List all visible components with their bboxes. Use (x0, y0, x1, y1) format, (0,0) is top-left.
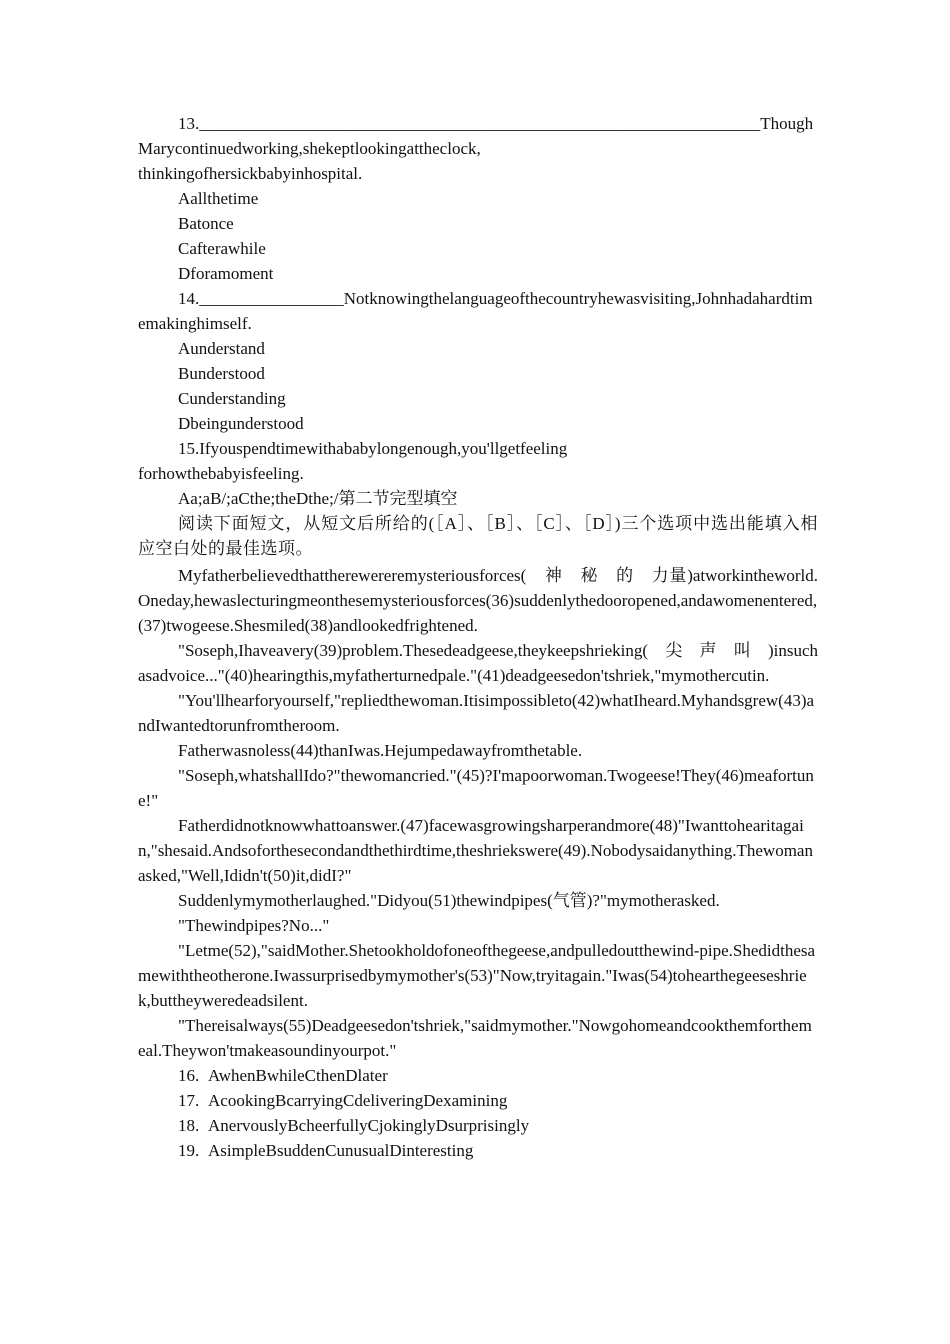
question-19-options: AsimpleBsuddenCunusualDinteresting (208, 1141, 474, 1160)
document-page (138, 111, 818, 1163)
passage-paragraph-10: "Thereisalways(55)Deadgeesedon'tshriek,"saidmymother."Nowgohomeandcookthemforthemeal.Theywon'tmakeasoundinyourpot." (138, 1016, 812, 1060)
question-18-number: 18. (178, 1116, 200, 1135)
passage-paragraph-9: "Letme(52),"saidMother.Shetookholdofoneofthegeese,andpulledoutthewind-pipe.Shedidthesamewiththeotherone.Iwassurprisedbymymother's(53)"Now,tryitagain."Iwas(54)tohearthegeeseshriek,buttheyweredeadsilent. (138, 941, 816, 1010)
question-15-options: Aa;aB/;aCthe;theDthe;/第二节完型填空 (178, 489, 458, 508)
section-instruction: 阅读下面短文，从短文后所给的(［A］、［B］、［C］、［D］)三个选项中选出能填入相应空白处的最佳选项。 (138, 514, 818, 558)
question-13-option-a: Aallthetime (178, 189, 259, 208)
question-19 (138, 1138, 818, 1163)
passage-paragraph-5: "Soseph,whatshallIdo?"thewomancried."(45)?I'mapoorwoman.Twogeese!They(46)meafortune!" (138, 766, 814, 810)
passage-paragraph-6: Fatherdidnotknowwhattoanswer.(47)facewasgrowingsharperandmore(48)"Iwanttohearitagain,"shesaid.Andsoforthesecondandthethirdtime,theshriekswere(49).Nobodysaidanything.Thewomanasked,"Well,Ididn't(50)it,didI?" (138, 816, 813, 885)
question-13-stem: 13.__________________________________________________________________ThoughMarycontinuedworking,shekeptlookingattheclock, (138, 114, 814, 158)
passage-paragraph-8: "Thewindpipes?No..." (178, 916, 330, 935)
question-13-option-c: Cafterawhile (178, 239, 266, 258)
passage-paragraph-4: Fatherwasnoless(44)thanIwas.Hejumpedawayfromthetable. (178, 741, 583, 760)
question-16-options: AwhenBwhileCthenDlater (208, 1066, 388, 1085)
question-15-stem-cont: forhowthebabyisfeeling. (138, 464, 304, 483)
question-16 (138, 1063, 818, 1088)
question-13-option-d: Dforamoment (178, 264, 274, 283)
question-18-options: AnervouslyBcheerfullyCjokinglyDsurprisingly (208, 1116, 530, 1135)
question-19-number: 19. (178, 1141, 200, 1160)
question-15-stem: 15.Ifyouspendtimewithababylongenough,you'llgetfeeling (178, 439, 568, 458)
question-16-number: 16. (178, 1066, 200, 1085)
question-17 (138, 1088, 818, 1113)
question-17-options: AcookingBcarryingCdeliveringDexamining (208, 1091, 508, 1110)
question-14-option-b: Bunderstood (178, 364, 265, 383)
question-14-option-c: Cunderstanding (178, 389, 286, 408)
question-13-stem-cont: thinkingofhersickbabyinhospital. (138, 164, 363, 183)
question-13-option-b: Batonce (178, 214, 234, 233)
question-14-stem: 14._________________Notknowingthelanguageofthecountryhewasvisiting,Johnhadahardtimemakinghimself. (138, 289, 813, 333)
passage-paragraph-3: "You'llhearforyourself,"repliedthewoman.Itisimpossibleto(42)whatIheard.Myhandsgrew(43)andIwantedtorunfromtheroom. (138, 691, 815, 735)
question-14-option-d: Dbeingunderstood (178, 414, 304, 433)
question-17-number: 17. (178, 1091, 200, 1110)
passage-paragraph-2: "Soseph,Ihaveavery(39)problem.Thesedeadgeese,theykeepshrieking( 尖 声 叫 )insuchasadvoice..."(40)hearingthis,myfatherturnedpale."(41)deadgeesedon'tshriek,"mymothercutin. (138, 641, 818, 685)
passage-paragraph-1: Myfatherbelievedthattherewereremysteriousforces( 神 秘 的 力量)atworkintheworld.Oneday,hewaslecturingmeonthesemysteriousforces(36)suddenlythedooropened,andawomenentered,(37)twogeese.Shesmiled(38)andlookedfrightened. (138, 566, 818, 635)
question-18 (138, 1113, 818, 1138)
question-14-option-a: Aunderstand (178, 339, 265, 358)
passage-paragraph-7: Suddenlymymotherlaughed."Didyou(51)thewindpipes(气管)?"mymotherasked. (178, 891, 720, 910)
